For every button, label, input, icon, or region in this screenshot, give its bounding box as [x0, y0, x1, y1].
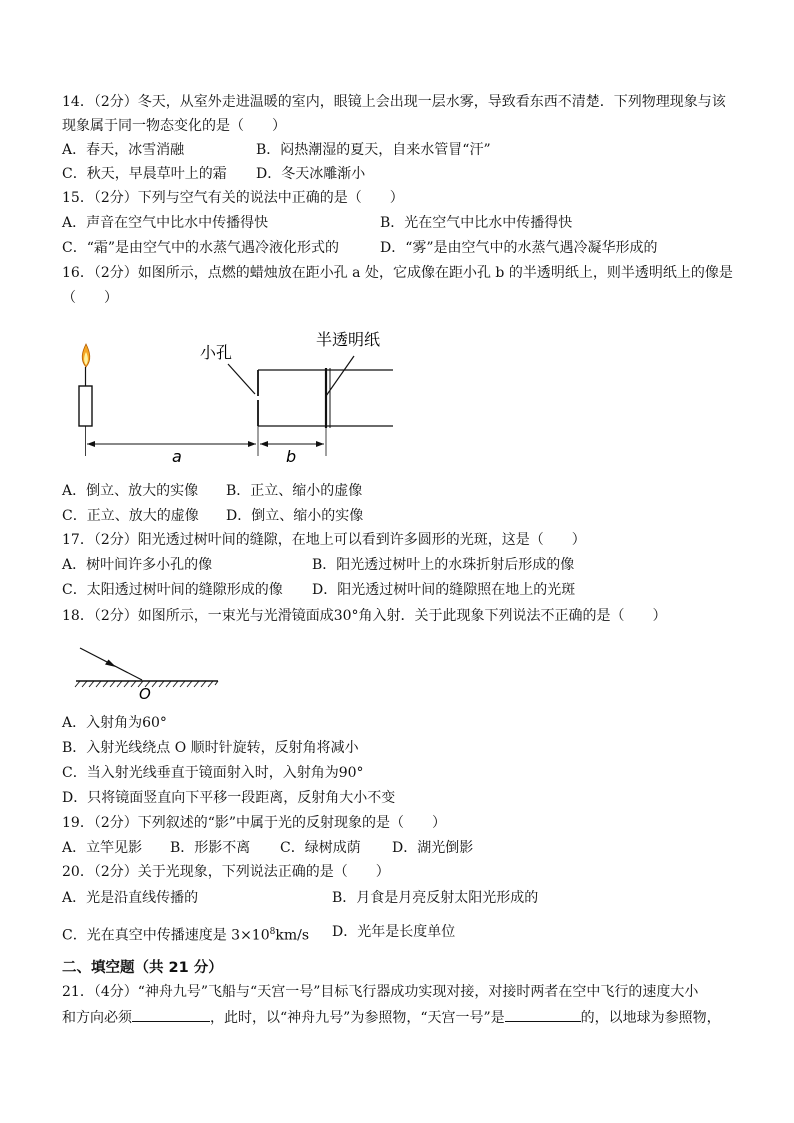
candle — [79, 386, 92, 426]
q18-option-b[interactable]: B．入射光线绕点 O 顺时针旋转，反射角将减小 — [62, 740, 359, 756]
q16-option-c[interactable]: C．正立、放大的虚像 — [62, 508, 199, 524]
q21-text-post: 的，以地球为参照物， — [580, 1010, 721, 1026]
q17-option-b[interactable]: B．阳光透过树叶上的水珠折射后形成的像 — [312, 557, 575, 573]
arrow-head-icon — [105, 660, 116, 668]
q17-stem: 17．（2分）阳光透过树叶间的缝隙，在地上可以看到许多圆形的光斑，这是（ ） — [62, 532, 586, 548]
q20-option-b[interactable]: B．月食是月亮反射太阳光形成的 — [332, 890, 539, 906]
pinhole-camera-diagram — [60, 320, 420, 470]
q20-option-c[interactable] — [62, 922, 309, 946]
q21-blank-2[interactable] — [505, 1007, 581, 1022]
q20-stem: 20．（2分）关于光现象，下列说法正确的是（ ） — [62, 864, 390, 880]
label-point-o: O — [139, 685, 151, 702]
q14-stem-line2: 现象属于同一物态变化的是（ ） — [62, 118, 286, 134]
q17-option-d[interactable]: D．阳光透过树叶间的缝隙照在地上的光斑 — [312, 582, 576, 598]
q19-option-a[interactable]: A．立竿见影 — [62, 840, 143, 856]
label-pinhole: 小孔 — [200, 343, 233, 362]
q19-option-b[interactable]: B．形影不离 — [170, 840, 251, 856]
q15-option-a[interactable]: A．声音在空气中比水中传播得快 — [62, 215, 269, 231]
q14-option-c[interactable]: C．秋天，早晨草叶上的霜 — [62, 166, 227, 182]
q16-stem-line2: （ ） — [62, 290, 118, 306]
q15-option-b[interactable]: B．光在空气中比水中传播得快 — [380, 215, 573, 231]
q19-option-d[interactable]: D．湖光倒影 — [392, 840, 474, 856]
q14-stem-line1: 14．（2分）冬天，从室外走进温暖的室内，眼镜上会出现一层水雾，导致看东西不清楚．下列物理现象与该 — [62, 94, 726, 110]
label-a: a — [172, 447, 182, 466]
q21-stem-line1: 21．（4分）“神舟九号”飞船与“天宫一号”目标飞行器成功实现对接，对接时两者在空中飞行的速度大小 — [62, 984, 699, 1000]
q20-option-c-unit: km/s — [275, 927, 310, 944]
q14-option-b[interactable]: B．闷热潮湿的夏天，自来水管冒“汗” — [256, 142, 491, 158]
q17-option-a[interactable]: A．树叶间许多小孔的像 — [62, 557, 213, 573]
q20-option-c-exponent: 8 — [269, 927, 276, 937]
q14-option-d[interactable]: D．冬天冰雕渐小 — [256, 166, 366, 182]
q18-option-d[interactable]: D．只将镜面竖直向下平移一段距离，反射角大小不变 — [62, 790, 396, 806]
q14-option-a[interactable]: A．春天，冰雪消融 — [62, 142, 185, 158]
q16-option-a[interactable]: A．倒立、放大的实像 — [62, 483, 199, 499]
q18-stem: 18．（2分）如图所示，一束光与光滑镜面成30°角入射．关于此现象下列说法不正确的是（ ） — [62, 608, 667, 624]
q21-text-pre: 和方向必须 — [62, 1010, 132, 1026]
q18-option-c[interactable]: C．当入射光线垂直于镜面射入时，入射角为90° — [62, 765, 364, 781]
section-fill-in-blank-heading: 二、填空题（共 21 分） — [62, 960, 223, 976]
q18-option-a[interactable]: A．入射角为60° — [62, 715, 167, 731]
label-b: b — [286, 447, 297, 466]
mirror-reflection-diagram — [70, 640, 230, 702]
q20-option-d[interactable]: D．光年是长度单位 — [332, 924, 456, 940]
q16-option-b[interactable]: B．正立、缩小的虚像 — [226, 483, 363, 499]
candle-flame-icon — [82, 344, 90, 367]
q15-option-c[interactable]: C．“霜”是由空气中的水蒸气遇冷液化形式的 — [62, 240, 340, 256]
q15-option-d[interactable]: D．“雾”是由空气中的水蒸气遇冷凝华形成的 — [380, 240, 658, 256]
q19-stem: 19．（2分）下列叙述的“影”中属于光的反射现象的是（ ） — [62, 815, 447, 831]
q20-option-a[interactable]: A．光是沿直线传播的 — [62, 890, 199, 906]
q17-option-c[interactable]: C．太阳透过树叶间的缝隙形成的像 — [62, 582, 283, 598]
label-translucent-paper: 半透明纸 — [316, 330, 381, 349]
q20-option-c-text: C．光在真空中传播速度是 3×10 — [62, 927, 270, 944]
q15-stem: 15．（2分）下列与空气有关的说法中正确的是（ ） — [62, 190, 404, 206]
q16-option-d[interactable]: D．倒立、缩小的实像 — [226, 508, 364, 524]
q19-option-c[interactable]: C．绿树成荫 — [280, 840, 361, 856]
q21-stem-line2 — [62, 1007, 721, 1028]
q16-stem-line1: 16．（2分）如图所示，点燃的蜡烛放在距小孔 a 处，它成像在距小孔 b 的半透明纸上，则半透明纸上的像是 — [62, 265, 733, 281]
q21-blank-1[interactable] — [132, 1007, 210, 1022]
q21-text-mid: ，此时，以“神舟九号”为参照物，“天宫一号”是 — [210, 1010, 505, 1026]
